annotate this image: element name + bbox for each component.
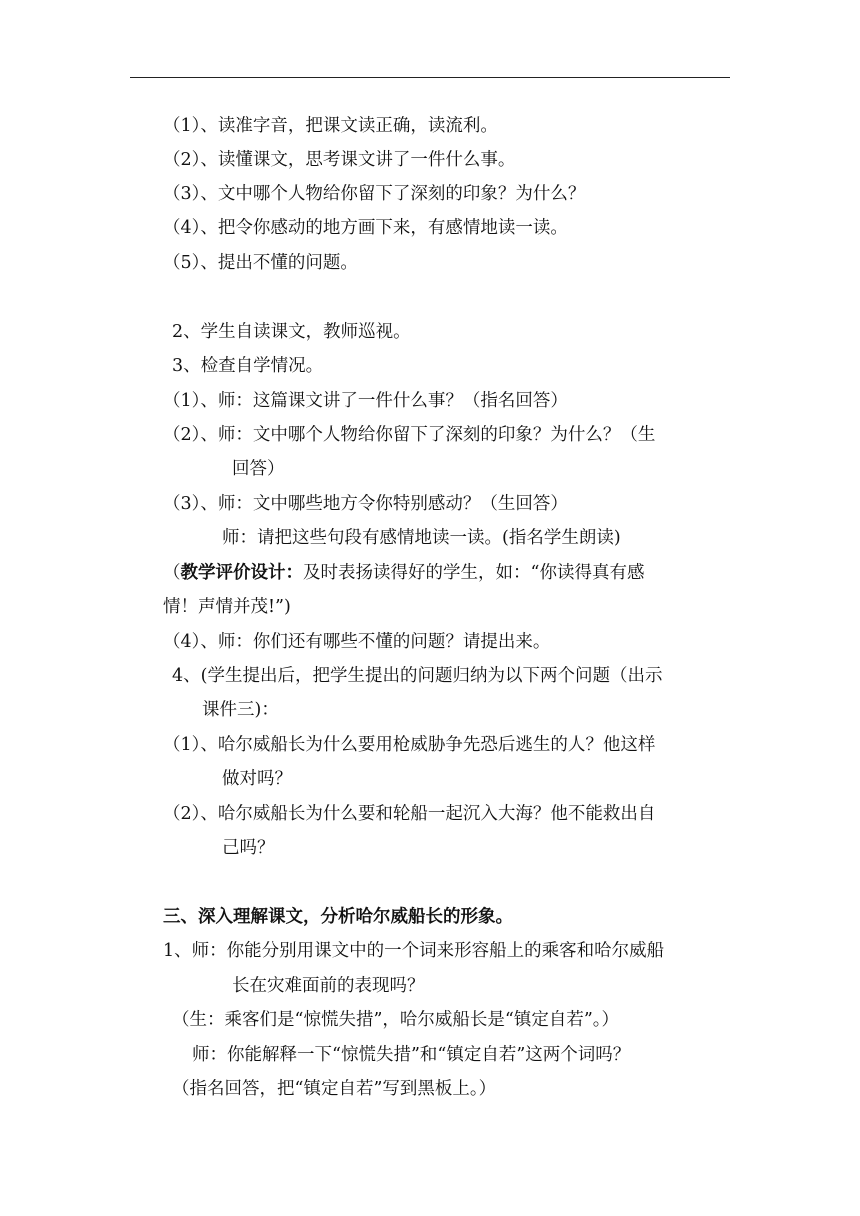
question-2-line1: （2）、哈尔威船长为什么要和轮船一起沉入大海？他不能救出自 <box>163 804 656 824</box>
step-4-line1: 4、(学生提出后，把学生提出的问题归纳为以下两个问题（出示 <box>172 666 663 686</box>
section-3-explain: 师：你能解释一下“惊慌失措”和“镇定自若”这两个词吗？ <box>192 1045 631 1065</box>
evaluation-text-1: 及时表扬读得好的学生，如：“你读得真有感 <box>303 563 645 583</box>
task-line-3: （3）、文中哪个人物给你留下了深刻的印象？为什么？ <box>163 184 586 204</box>
check-q4: （4）、师：你们还有哪些不懂的问题？请提出来。 <box>163 632 551 652</box>
question-1-line1: （1）、哈尔威船长为什么要用枪威胁争先恐后逃生的人？他这样 <box>163 735 656 755</box>
evaluation-label: 教学评价设计： <box>180 563 303 583</box>
evaluation-open: （ <box>163 563 181 583</box>
task-line-5: （5）、提出不懂的问题。 <box>163 253 358 273</box>
section-3-answer: （生：乘客们是“惊慌失措”，哈尔威船长是“镇定自若”。） <box>172 1010 620 1030</box>
check-q1: （1）、师：这篇课文讲了一件什么事？（指名回答） <box>163 391 568 411</box>
task-line-4: （4）、把令你感动的地方画下来，有感情地读一读。 <box>163 218 568 238</box>
question-1-line2: 做对吗？ <box>222 769 292 789</box>
section-3-blackboard: （指名回答，把“镇定自若”写到黑板上。） <box>172 1079 497 1099</box>
task-line-2: （2）、读懂课文，思考课文讲了一件什么事。 <box>163 150 516 170</box>
check-q3-read: 师：请把这些句段有感情地读一读。(指名学生朗读) <box>222 528 621 548</box>
step-2: 2、学生自读课文，教师巡视。 <box>172 322 411 342</box>
step-3: 3、检查自学情况。 <box>172 356 324 376</box>
question-2-line2: 己吗？ <box>222 838 275 858</box>
section-3-line1-cont: 长在灾难面前的表现吗？ <box>232 976 425 996</box>
evaluation-line-2: 情！声情并茂!”) <box>163 597 291 617</box>
step-4-line2: 课件三)： <box>202 700 279 720</box>
evaluation-line-1 <box>163 561 644 585</box>
header-rule <box>130 77 730 78</box>
section-3-heading: 三、深入理解课文，分析哈尔威船长的形象。 <box>163 907 513 927</box>
section-3-line1: 1、师：你能分别用课文中的一个词来形容船上的乘客和哈尔威船 <box>163 941 665 961</box>
check-q3: （3）、师：文中哪些地方令你特别感动？（生回答） <box>163 494 568 514</box>
check-q2-line1: （2）、师：文中哪个人物给你留下了深刻的印象？为什么？（生 <box>163 425 656 445</box>
task-line-1: （1）、读准字音，把课文读正确，读流利。 <box>163 116 498 136</box>
check-q2-line2: 回答） <box>232 459 285 479</box>
